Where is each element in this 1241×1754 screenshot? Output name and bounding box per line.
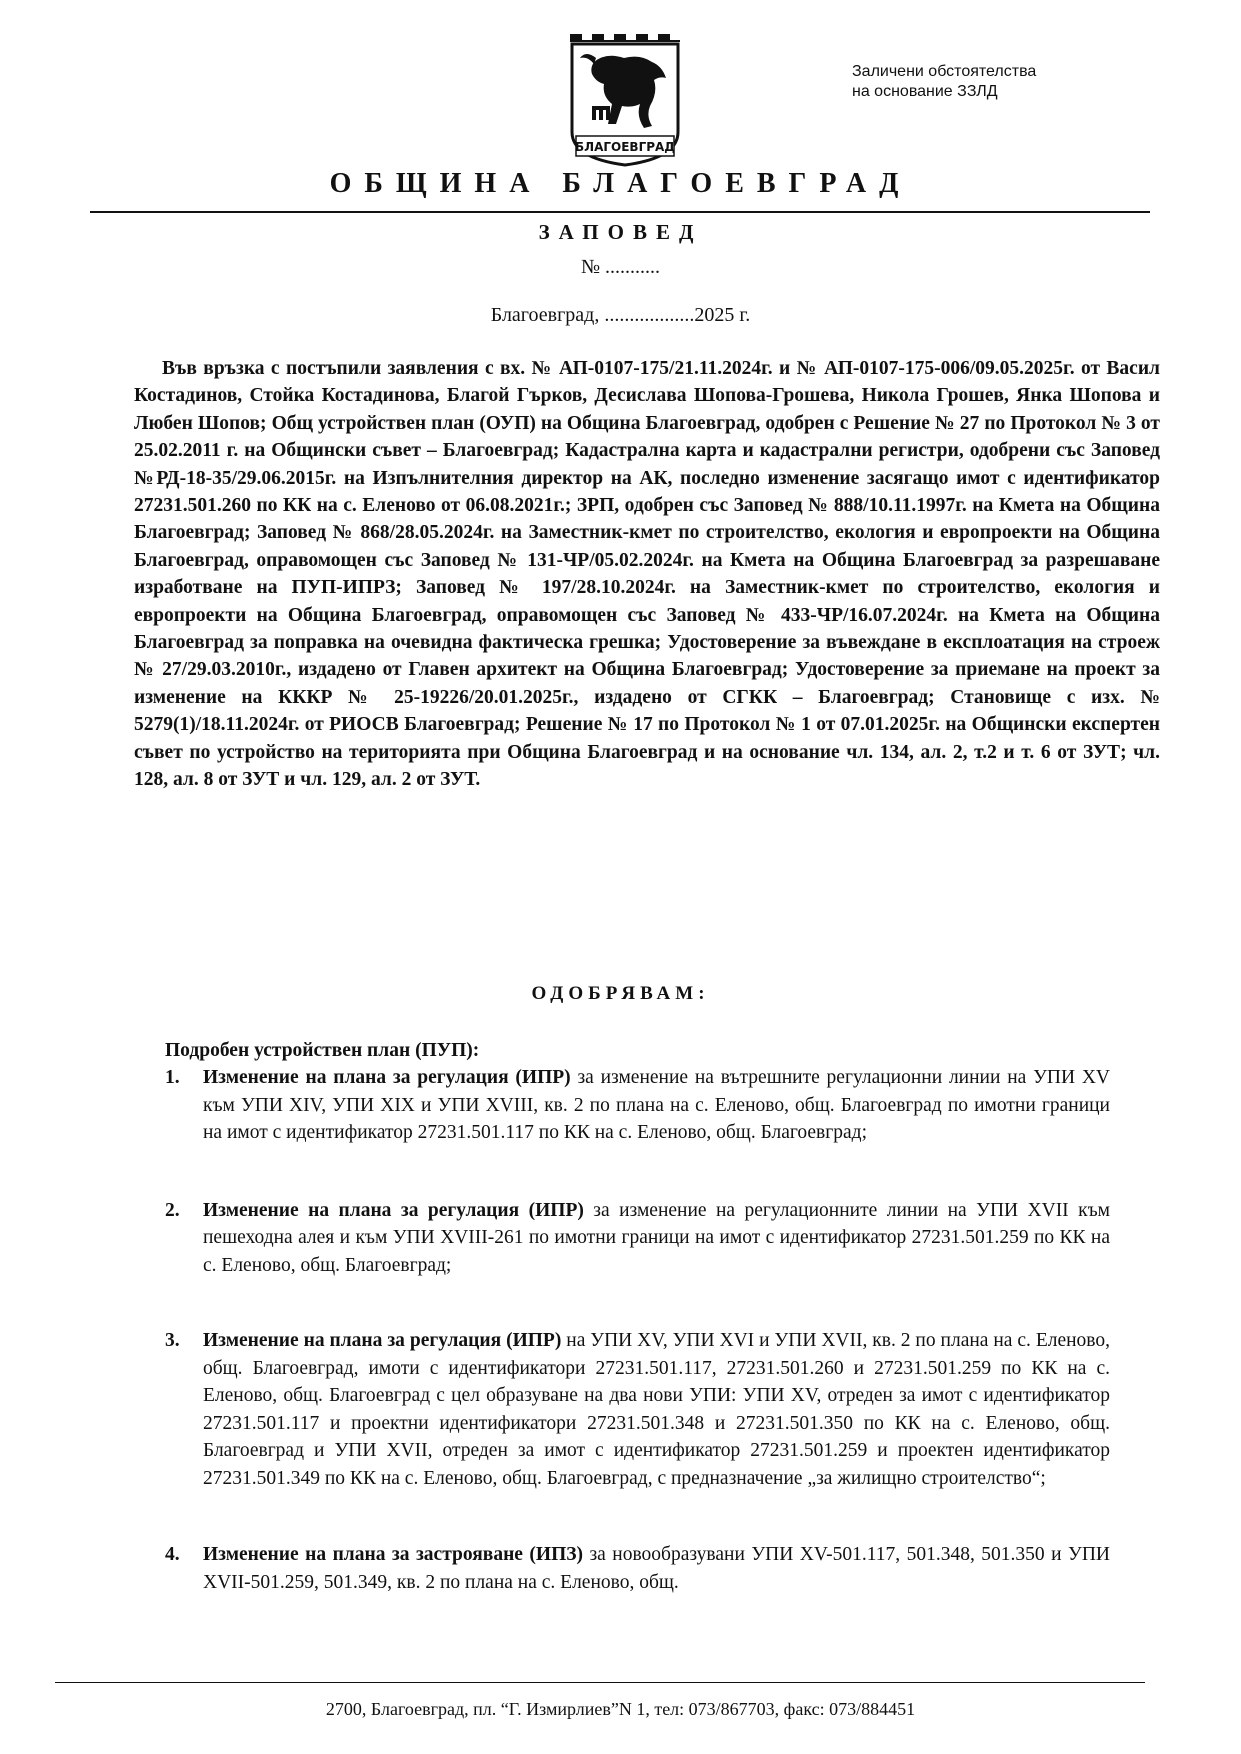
- item-number: 4.: [165, 1544, 180, 1565]
- item-title: Изменение на плана за застрояване (ИПЗ): [203, 1544, 584, 1565]
- item-text: за изменение на вътрешните регулационни линии на УПИ XV към УПИ XIV, УПИ XIX и УПИ XVIII, кв. 2 по плана на с. Еленово, общ. Благоевград по имотни граници на имот с идентификатор 27231.501.117 по КК на с. Еленово, общ. Благоевград;: [203, 1067, 1111, 1143]
- item-title: Изменение на плана за регулация (ИПР): [203, 1067, 571, 1088]
- approve-heading: ОДОБРЯВАМ:: [531, 983, 710, 1004]
- item-number: 2.: [165, 1199, 180, 1221]
- list-item: [165, 1541, 1110, 1596]
- item-text: за новообразувани УПИ XV-501.117, 501.348, 501.350 и УПИ XVII-501.259, 501.349, кв. 2 по плана на с. Еленово, общ.: [203, 1544, 1110, 1593]
- item-title: Изменение на плана за регулация (ИПР): [203, 1330, 562, 1351]
- order-title: ЗАПОВЕД: [538, 220, 703, 244]
- item-number: 3.: [165, 1330, 180, 1351]
- municipality-name: ОБЩИНА БЛАГОЕВГРАД: [329, 168, 912, 199]
- data-deletion-note: [852, 62, 1036, 102]
- data-deletion-note-line1: Заличени обстоятелства: [852, 63, 1037, 80]
- order-date-suffix: 2025 г.: [694, 304, 751, 326]
- order-number-prefix: №: [580, 256, 606, 278]
- footer-contact: 2700, Благоевград, пл. “Г. Измирлиев”N 1, тел: 073/867703, факс: 073/884451: [325, 1699, 916, 1719]
- item-number: 1.: [165, 1067, 180, 1088]
- list-item: [165, 1197, 1110, 1280]
- order-date-dots: ..................: [604, 304, 695, 326]
- crest-text: БЛАГОЕВГРАД: [574, 140, 676, 154]
- item-text: на УПИ XV, УПИ XVI и УПИ XVII, кв. 2 по плана на с. Еленово, общ. Благоевград, имоти с идентификатори 27231.501.117, 27231.501.260 и 27231.501.259 по КК на с. Еленово, общ. Благоевград с цел образуване на два нови УПИ: УПИ XV, отреден за имот с идентификатор 27231.501.117 и проектни идентификатори 27231.501.348 и 27231.501.350 по КК на с. Еленово, общ. Благоевград и УПИ XVII, отреден за имот с идентификатор 27231.501.259 и проектен идентификатор 27231.501.349 по КК на с. Еленово, общ. Благоевград, с предназначение „за жилищно строителство“;: [203, 1330, 1111, 1489]
- item-title: Изменение на плана за регулация (ИПР): [203, 1199, 584, 1221]
- header-divider: [90, 211, 1150, 213]
- preamble-paragraph: Във връзка с постъпили заявления с вх. № АП-0107-175/21.11.2024г. и № АП-0107-175-006/09.05.2025г. от Васил Костадинов, Стойка Костадинова, Благой Гърков, Десислава Шопова-Грошева, Никола Грошев, Янка Шопова и Любен Шопов; Общ устройствен план (ОУП) на Община Благоевград, одобрен с Решение № 27 по Протокол № 3 от 25.02.2011 г. на Общински съвет – Благоевград; Кадастрална карта и кадастрални регистри, одобрени със Заповед №РД-18-35/29.06.2015г. на Изпълнителния директор на АК, последно изменение засягащо имот с идентификатор 27231.501.260 по КК на с. Еленово от 06.08.2021г.; ЗРП, одобрен със Заповед № 888/10.11.1997г. на Кмета на Община Благоевград; Заповед № 868/28.05.2024г. на Заместник-кмет по строителство, екология и европроекти на Община Благоевград, оправомощен със Заповед № 131-ЧР/05.02.2024г. на Кмета на Община Благоевград за разрешаване изработване на ПУП-ИПРЗ; Заповед № 197/28.10.2024г. на Заместник-кмет по строителство, екология и европроекти на Община Благоевград, оправомощен със Заповед № 433-ЧР/16.07.2024г. на Кмета на Община Благоевград за поправка на очевидна фактическа грешка; Удостоверение за въвеждане в експлоатация на строеж № 27/29.03.2010г., издадено от Главен архитект на Община Благоевград; Удостоверение за приемане на проект за изменение на КККР № 25-19226/20.01.2025г., издадено от СГКК – Благоевград; Становище с изх. № 5279(1)/18.11.2024г. от РИОСВ Благоевград; Решение № 17 по Протокол № 1 от 07.01.2025г. на Общински експертен съвет по устройство на територията при Община Благоевград и на основание чл. 134, ал. 2, т.2 и т. 6 от ЗУТ; чл. 128, ал. 8 от ЗУТ и чл. 129, ал. 2 от ЗУТ.: [134, 358, 1160, 791]
- municipality-crest: [566, 32, 684, 167]
- item-text: за изменение на регулационните линии на УПИ XVII към пешеходна алея и към УПИ XVIII-261 по имотни граници на имот с идентификатор 27231.501.259 по КК на с. Еленово, общ. Благоевград;: [203, 1199, 1111, 1276]
- list-item: [165, 1064, 1110, 1147]
- order-date-prefix: Благоевград,: [490, 304, 605, 326]
- approval-items-list: [165, 1064, 1110, 1596]
- order-number-dots: ...........: [605, 256, 661, 278]
- plan-heading: Подробен устройствен план (ПУП):: [165, 1040, 480, 1061]
- order-number-line: [0, 256, 1241, 279]
- data-deletion-note-line2: на основание ЗЗЛД: [852, 83, 998, 100]
- footer-divider: [55, 1682, 1145, 1683]
- order-date-line: [0, 304, 1241, 327]
- list-item: [165, 1327, 1110, 1492]
